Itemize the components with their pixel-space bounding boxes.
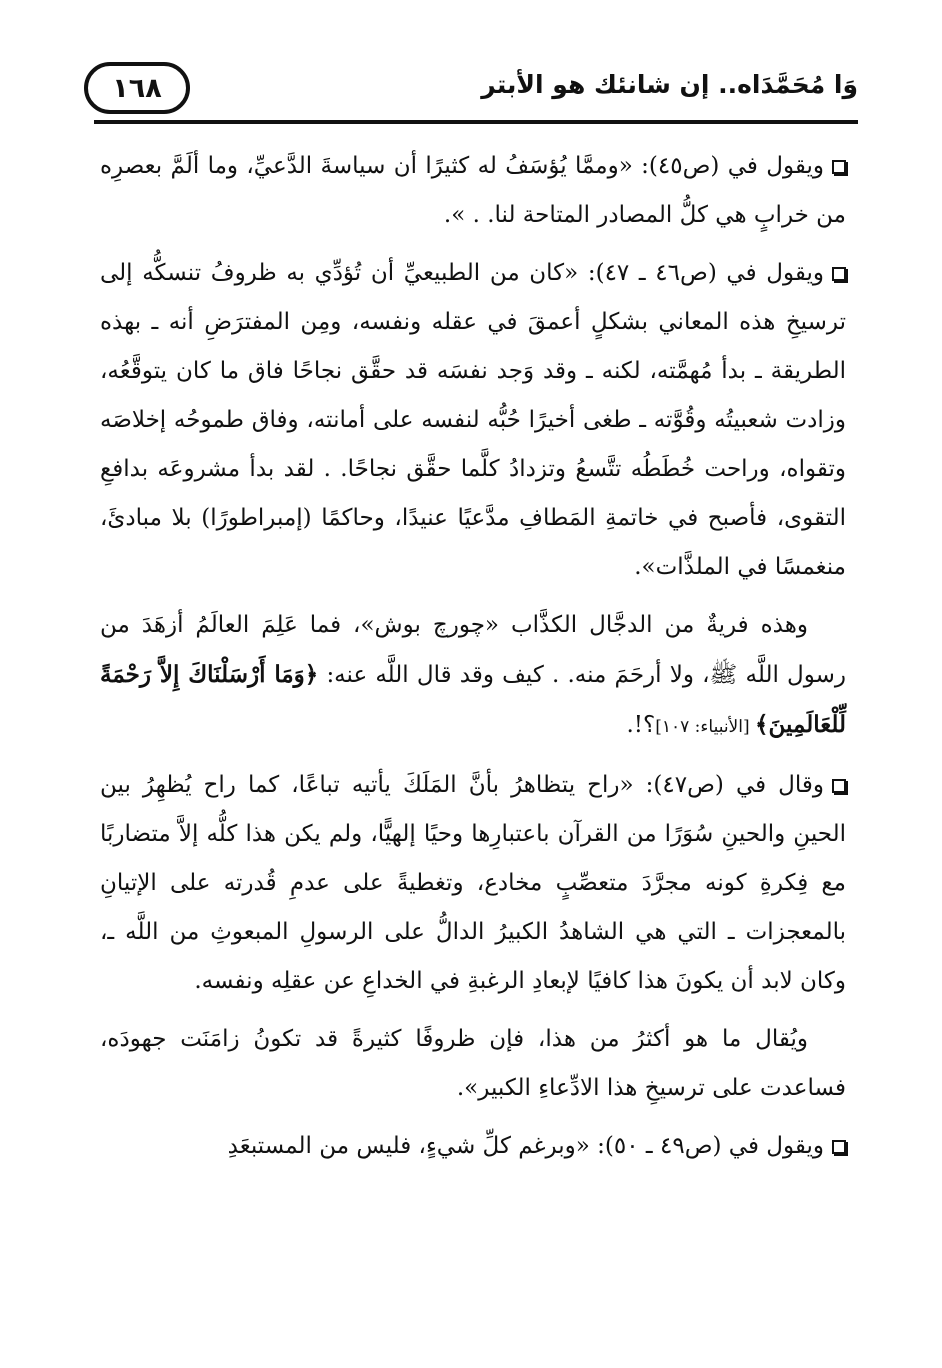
paragraph-3 (100, 601, 846, 752)
paragraph-6 (100, 1122, 846, 1171)
page-header (94, 60, 858, 122)
page-number: ١٦٨ (112, 72, 162, 104)
paragraph-2 (100, 249, 846, 592)
paragraph-text-end: ؟!. (626, 712, 656, 738)
paragraph-text: ويقول في (ص٤٥): «وممَّا يُؤسَفُ له كثيرًا أن سياسةَ الدَّعيِّ، وما ألَمَّ بعصرِه من خرابٍ هي كلُّ المصادر المتاحة لنا. . ». (100, 153, 846, 228)
paragraph-text: وهذه فريةٌ من الدجَّال الكذَّاب «چورچ بوش»، فما عَلِمَ العالَمُ أزهَدَ من رسول اللَّه ﷺ، ولا أرحَمَ منه. . كيف وقد قال اللَّه عنه: (100, 612, 846, 688)
paragraph-text: وقال في (ص٤٧): «راح يتظاهرُ بأنَّ المَلَكَ يأتيه تباعًا، كما راح يُظهِرُ بين الحينِ والحينِ سُوَرًا من القرآن باعتبارِها وحيًا إلهيًّا، ولم يكن هذا كلُّه إلاَّ متضاربًا مع فِكرةِ كونه مجرَّدَ متعصِّبٍ مخادع، وتغطيةً على عدمِ قُدرته على الإتيانِ بالمعجزات ـ التي هي الشاهدُ الكبيرُ الدالُّ على الرسولِ المبعوثِ من اللَّه ـ، وكان لابد أن يكونَ هذا كافيًا لإبعادِ الرغبةِ في الخداعِ عن عقلِه ونفسه. (100, 772, 846, 994)
paragraph-1 (100, 142, 846, 240)
square-bullet-icon (832, 779, 846, 793)
paragraph-4 (100, 761, 846, 1006)
paragraph-text: ويقول في (ص٤٩ ـ ٥٠): «وبرغم كلِّ شيءٍ، فليس من المستبعَدِ (227, 1133, 824, 1159)
quran-verse: ﴿وَمَا أَرْسَلْنَاكَ إِلاَّ رَحْمَةً لِّلْعَالَمِينَ﴾ (100, 661, 846, 738)
verse-reference: [الأنبياء: ١٠٧] (655, 717, 756, 737)
body-text (100, 142, 846, 1180)
paragraph-text: ويقول في (ص٤٦ ـ ٤٧): «كان من الطبيعيِّ أن تُؤدِّي به ظروفُ تنسكُّه إلى ترسيخِ هذه المعاني بشكلٍ أعمقَ في عقله ونفسه، ومِن المفترَضِ أنه ـ بهذه الطريقة ـ بدأ مُهمَّته، لكنه ـ وقد وَجد نفسَه قد حقَّق نجاحًا فاق ما كان يتوقَّعُه، وزادت شعبيتُه وقُوَّته ـ طغى أخيرًا حُبُّه لنفسه على أمانته، وفاق طموحُه إخلاصَه وتقواه، وراحت خُطَطُه تتَّسعُ وتزدادُ كلَّما حقَّق نجاحًا. . لقد بدأ مشروعَه بدافعِ التقوى، فأصبح في خاتمةِ المَطافِ مدَّعيًا عنيدًا، وحاكمًا (إمبراطورًا) بلا مبادئَ، منغمسًا في الملذَّات». (100, 260, 846, 580)
paragraph-5 (100, 1015, 846, 1113)
header-rule (94, 120, 858, 124)
square-bullet-icon (832, 160, 846, 174)
page-number-badge (84, 62, 190, 114)
paragraph-text: ويُقال ما هو أكثرُ من هذا، فإن ظروفًا كثيرةً قد تكونُ زامَنَت جهودَه، فساعدت على ترسيخِ هذا الادِّعاءِ الكبير». (100, 1026, 846, 1101)
square-bullet-icon (832, 267, 846, 281)
running-title: وَا مُحَمَّدَاه.. إن شانئك هو الأبتر (481, 70, 858, 99)
square-bullet-icon (832, 1140, 846, 1154)
